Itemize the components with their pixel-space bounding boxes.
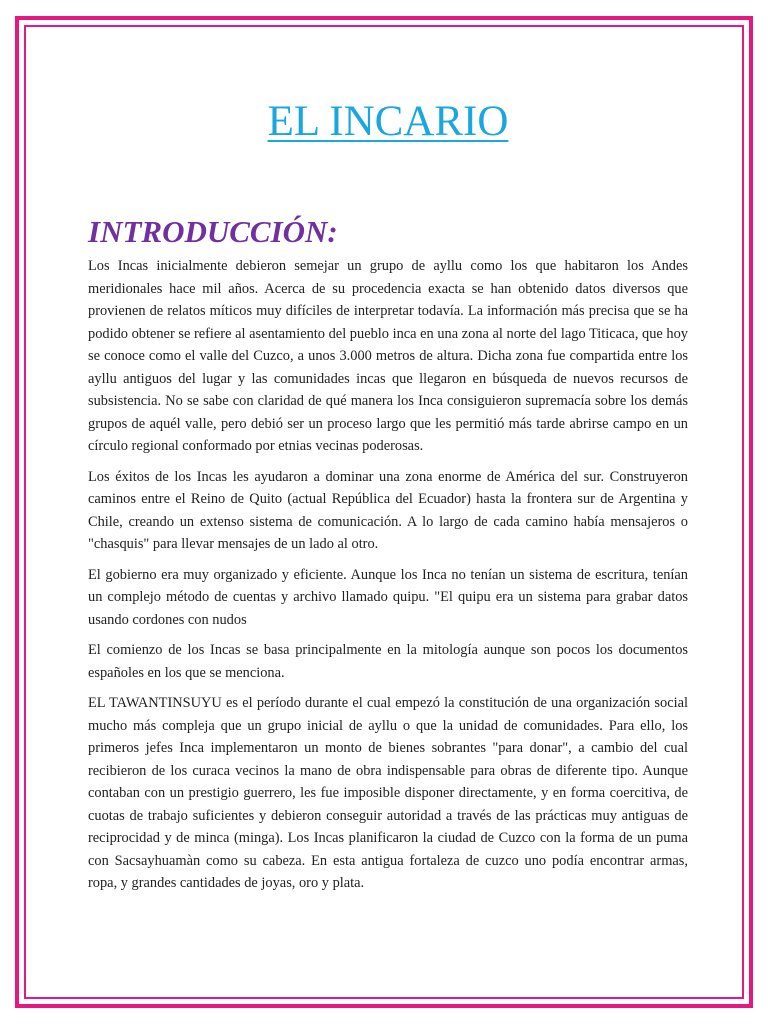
paragraph-roads: Los éxitos de los Incas les ayudaron a dominar una zona enorme de América del sur. Construyeron caminos entre el Reino de Quito (actual República del Ecuador) hasta la frontera sur de Argentina y Chile, creando un extenso sistema de comunicación. A lo largo de cada camino había mensajeros o "chasquis" para llevar mensajes de un lado al otro. [88,468,688,552]
paragraph-government: El gobierno era muy organizado y eficiente. Aunque los Inca no tenían un sistema de escritura, tenían un complejo método de cuentas y archivo llamado quipu. "El quipu era un sistema para grabar datos usando cordones con nudos [88,566,688,628]
paragraph-tawantinsuyu: EL TAWANTINSUYU es el período durante el cual empezó la constitución de una organización social mucho más compleja que un grupo inicial de ayllu o que la unidad de comunidades. Para ello, los primeros jefes Inca implementaron un monto de bienes sobrantes "para donar", a cambio del cual recibieron de los curaca vecinos la mano de obra indispensable para obras de diferente tipo. Aunque contaban con un prestigio guerrero, les fue imposible disponer directamente, y en forma coercitiva, de cuotas de trabajo suficientes y debieron conseguir autoridad a través de las prácticas muy antiguas de reciprocidad y de minca (minga). Los Incas planificaron la ciudad de Cuzco con la forma de un puma con Sacsayhuamàn como su cabeza. En esta antigua fortaleza de cuzco uno podía encontrar armas, ropa, y grandes cantidades de joyas, oro y plata. [88,695,688,891]
paragraph-origins: Los Incas inicialmente debieron semejar un grupo de ayllu como los que habitaron los Andes meridionales hace mil años. Acerca de su procedencia exacta se han obtenido datos diversos que provienen de relatos míticos muy difíciles de interpretar todavía. La información más precisa que se ha podido obtener se refiere al asentamiento del pueblo inca en una zona al norte del lago Titicaca, que hoy se conoce como el valle del Cuzco, a unos 3.000 metros de altura. Dicha zona fue compartida entre los ayllu antiguos del lugar y las comunidades incas que llegaron en búsqueda de nuevos recursos de subsistencia. No se sabe con claridad de qué manera los Inca consiguieron supremacía sobre los demás grupos de aquél valle, pero debió ser un proceso largo que les permitió más tarde abrirse campo en un círculo regional conformado por etnias vecinas poderosas. [88,258,688,454]
document-page [88,92,688,895]
document-title: EL INCARIO [267,98,509,145]
paragraph-mythology: El comienzo de los Incas se basa principalmente en la mitología aunque son pocos los documentos españoles en los que se menciona. [88,642,688,681]
section-heading: INTRODUCCIÓN: [88,214,338,249]
